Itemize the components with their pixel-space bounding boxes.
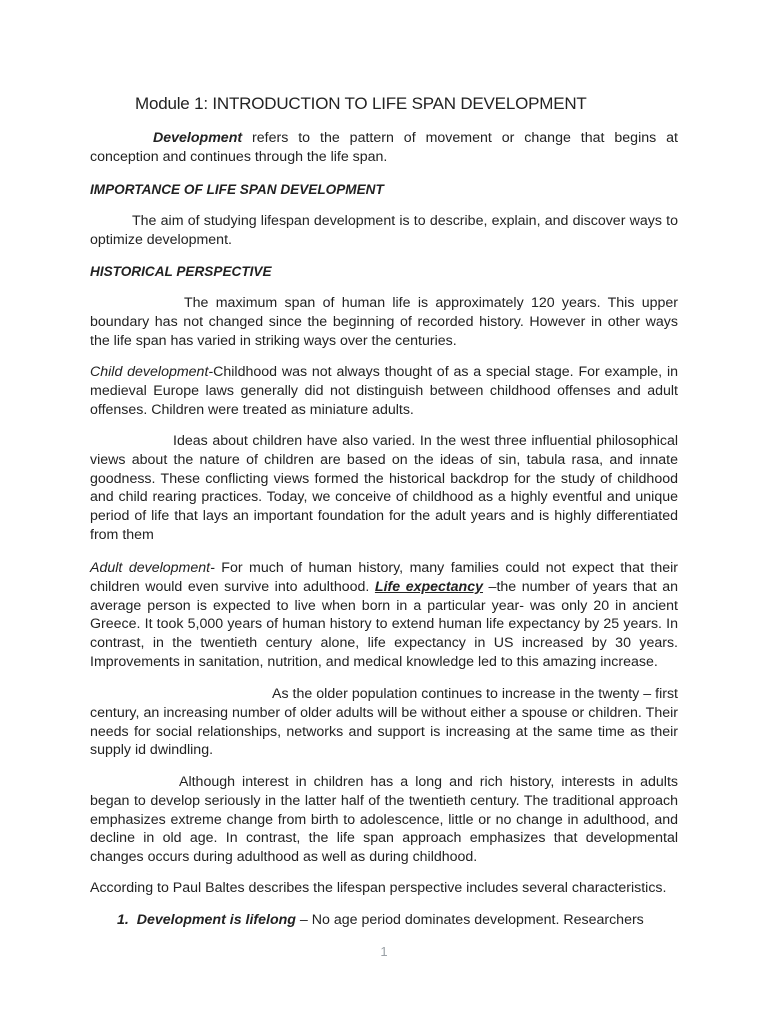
child-development-term: Child development- xyxy=(90,364,214,380)
list-item xyxy=(117,911,678,930)
page-title: Module 1: INTRODUCTION TO LIFE SPAN DEVELOPMENT xyxy=(135,94,587,113)
child-development-text: Childhood was not always thought of as a special stage. For example, in medieval Europe laws generally did not distinguish between childhood offenses and adult offenses. Children were treated as miniature adults. xyxy=(90,364,678,418)
aim-paragraph: The aim of studying lifespan development is to describe, explain, and discover ways to optimize development. xyxy=(90,213,678,248)
lifespan-paragraph: The maximum span of human life is approximately 120 years. This upper boundary has not changed since the beginning of recorded history. However in other ways the life span has varied in striking ways over the centuries. xyxy=(90,295,678,349)
list-item-text: – No age period dominates development. Researchers xyxy=(295,912,644,928)
child-development-paragraph xyxy=(90,363,678,419)
life-expectancy-term: Life expectancy xyxy=(374,578,483,595)
definition-paragraph xyxy=(90,129,678,167)
heading-historical: HISTORICAL PERSPECTIVE xyxy=(90,264,272,279)
older-population-paragraph: As the older population continues to increase in the twenty – first century, an increasing number of older adults will be without either a spouse or children. Their needs for social relationships, networks and support is increasing at the same time as their supply id dwindling. xyxy=(90,686,678,759)
heading-importance: IMPORTANCE OF LIFE SPAN DEVELOPMENT xyxy=(90,182,384,197)
list-item-number: 1. xyxy=(117,912,129,928)
page-number: 1 xyxy=(380,944,388,959)
ideas-paragraph: Ideas about children have also varied. In the west three influential philosophical views about the nature of children are based on the ideas of sin, tabula rasa, and innate goodness. These conflicting views formed the historical backdrop for the study of childhood and child rearing practices. Today, we conceive of childhood as a highly eventful and unique period of life that lays an important foundation for the adult years and is highly differentiated from them xyxy=(90,433,678,543)
adult-development-paragraph xyxy=(90,559,678,672)
interest-paragraph: Although interest in children has a long and rich history, interests in adults began to develop seriously in the latter half of the twentieth century. The traditional approach emphasizes extreme change from birth to adolescence, little or no change in adulthood, and decline in old age. In contrast, the life span approach emphasizes that developmental changes occurs during adulthood as well as during childhood. xyxy=(90,774,678,866)
baltes-paragraph: According to Paul Baltes describes the lifespan perspective includes several characteristics. xyxy=(90,880,667,896)
development-term: Development xyxy=(153,130,243,146)
adult-development-term: Adult development- xyxy=(90,560,215,576)
definition-text: refers to the pattern of movement or change that begins at conception and continues through the life span. xyxy=(90,130,678,165)
adult-development-text-b: –the number of years that an average person is expected to live when born in a particular year- was only 20 in ancient Greece. It took 5,000 years of human history to extend human life expectancy by 25 years. In contrast, in the twentieth century alone, life expectancy in US increased by 30 years. Improvements in sanitation, nutrition, and medical knowledge led to this amazing increase. xyxy=(90,578,679,670)
adult-development-text-a: For much of human history, many families could not expect that their children would even survive into adulthood. xyxy=(90,560,678,595)
list-item-term: Development is lifelong xyxy=(136,912,296,928)
